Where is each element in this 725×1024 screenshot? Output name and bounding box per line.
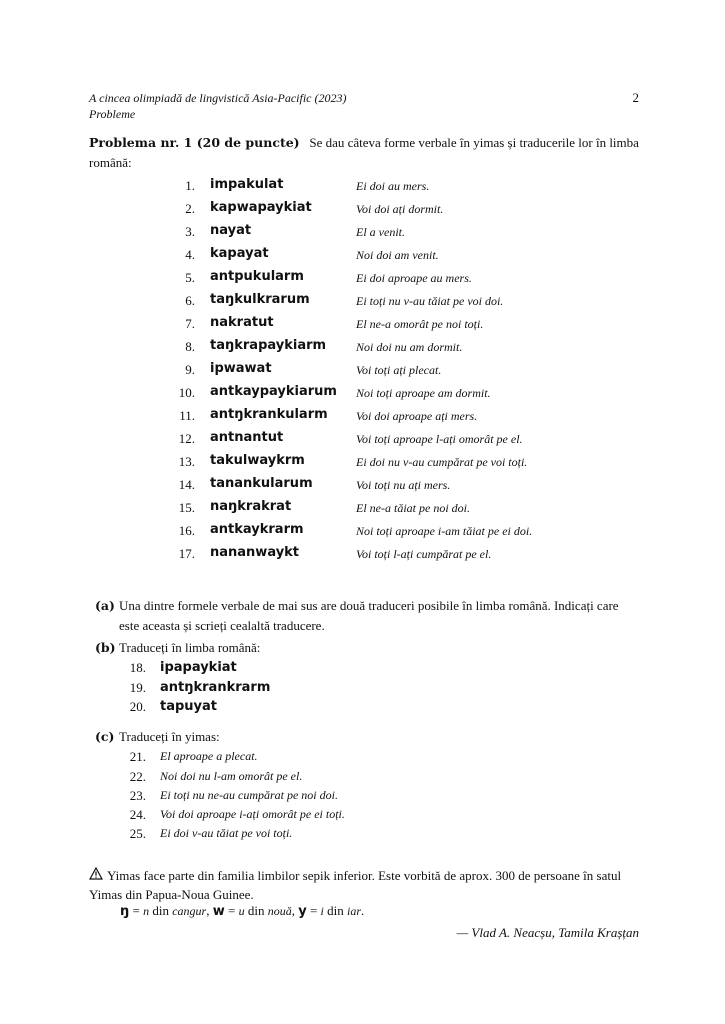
yimas-word: taŋkulkrarum: [210, 292, 310, 307]
item-number: 10.: [178, 385, 195, 400]
romanian-sentence: Ei doi v-au tăiat pe voi toți.: [160, 826, 293, 840]
romanian-sentence: El aproape a plecat.: [160, 749, 258, 763]
running-header: [89, 90, 347, 122]
question-b: [95, 638, 640, 658]
item-number: 21.: [129, 749, 146, 764]
romanian-translation: El ne-a tăiat pe noi doi.: [356, 501, 470, 515]
note-text: Yimas face parte din familia limbilor sepik inferior. Este vorbită de aprox. 300 de persoane în satul Yimas din Papua-Noua Guinee.: [89, 868, 622, 902]
list-item: [120, 699, 520, 719]
list-item: [120, 788, 520, 808]
table-row: [0, 474, 725, 497]
yimas-word: naŋkrakrat: [210, 499, 292, 514]
table-row: [0, 543, 725, 566]
romanian-translation: Ei doi aproape au mers.: [356, 271, 472, 285]
list-item: [120, 769, 520, 789]
romanian-translation: Noi toți aproape am dormit.: [356, 386, 491, 400]
table-row: [0, 497, 725, 520]
glyph-w: w: [212, 904, 225, 919]
din-label: din: [323, 903, 348, 918]
table-row: [0, 198, 725, 221]
yimas-word: antŋkrankrarm: [160, 680, 271, 695]
table-row: [0, 267, 725, 290]
list-item: [120, 749, 520, 769]
romanian-translation: El ne-a omorât pe noi toți.: [356, 317, 484, 331]
list-item: [120, 826, 520, 846]
yimas-word: nananwaykt: [210, 545, 300, 560]
yimas-word: antkaypaykiarum: [210, 384, 337, 399]
item-number: 11.: [179, 408, 195, 423]
item-number: 25.: [129, 826, 146, 841]
table-row: [0, 336, 725, 359]
list-item: [120, 680, 520, 700]
item-number: 1.: [185, 178, 195, 193]
table-row: [0, 290, 725, 313]
romanian-translation: Ei doi nu v-au cumpărat pe voi toți.: [356, 455, 528, 469]
problem-statement: Se dau câteva forme verbale în yimas și traducerile lor în limba română:: [89, 135, 639, 170]
item-number: 18.: [129, 660, 146, 675]
item-number: 17.: [178, 546, 195, 561]
header-subtitle: Probleme: [89, 107, 136, 121]
item-number: 24.: [129, 807, 146, 822]
yimas-word: ipapaykiat: [160, 660, 237, 675]
item-number: 22.: [129, 769, 146, 784]
question-c: [95, 727, 640, 747]
romanian-translation: El a venit.: [356, 225, 405, 239]
item-number: 16.: [178, 523, 195, 538]
yimas-word: antpukularm: [210, 269, 304, 284]
item-number: 20.: [129, 699, 146, 714]
yimas-word: antnantut: [210, 430, 284, 445]
problem-intro: [89, 133, 639, 173]
yimas-word: taŋkrapaykiarm: [210, 338, 327, 353]
table-row: [0, 428, 725, 451]
yimas-word: kapwapaykiat: [210, 200, 312, 215]
authors: — Vlad A. Neacșu, Tamila Krașțan: [456, 925, 639, 940]
yimas-word: kapayat: [210, 246, 269, 261]
question-a: [95, 596, 640, 636]
table-row: [0, 382, 725, 405]
sound-u: u: [238, 904, 245, 918]
romanian-translation: Voi toți nu ați mers.: [356, 478, 451, 492]
list-item: [120, 660, 520, 680]
yimas-word: ipwawat: [210, 361, 272, 376]
header-title: A cincea olimpiadă de lingvistică Asia-Pacific (2023): [89, 91, 347, 105]
list-item: [120, 807, 520, 827]
item-number: 23.: [129, 788, 146, 803]
romanian-sentence: Voi doi aproape i-ați omorât pe ei toți.: [160, 807, 345, 821]
item-number: 15.: [178, 500, 195, 515]
page-number: 2: [632, 90, 639, 105]
sound-n: n: [143, 904, 150, 918]
romanian-translation: Voi toți ați plecat.: [356, 363, 442, 377]
yimas-word: tanankularum: [210, 476, 313, 491]
equals: =: [129, 903, 144, 918]
yimas-word: tapuyat: [160, 699, 218, 714]
table-row: [0, 359, 725, 382]
romanian-translation: Noi doi nu am dormit.: [356, 340, 463, 354]
item-number: 4.: [185, 247, 195, 262]
warning-icon: [89, 866, 107, 885]
info-note: [89, 866, 639, 904]
romanian-translation: Voi doi aproape ați mers.: [356, 409, 478, 423]
table-row: [0, 221, 725, 244]
item-number: 8.: [185, 339, 195, 354]
romanian-translation: Voi toți l-ați cumpărat pe el.: [356, 547, 492, 561]
romanian-translation: Voi doi ați dormit.: [356, 202, 444, 216]
romanian-translation: Noi doi am venit.: [356, 248, 439, 262]
question-a-label: (a): [95, 598, 115, 613]
table-row: [0, 520, 725, 543]
example-noua: nouă: [267, 904, 292, 918]
table-row: [0, 313, 725, 336]
din-label: din: [244, 903, 268, 918]
yimas-word: impakulat: [210, 177, 284, 192]
problem-title: Problema nr. 1 (20 de puncte): [89, 135, 300, 150]
romanian-translation: Ei doi au mers.: [356, 179, 430, 193]
question-b-label: (b): [95, 640, 116, 655]
item-number: 12.: [178, 431, 195, 446]
item-number: 9.: [185, 362, 195, 377]
question-c-text: Traduceți în yimas:: [119, 729, 220, 744]
glyph-eng: ŋ: [120, 904, 130, 919]
table-row: [0, 451, 725, 474]
yimas-word: antkaykrarm: [210, 522, 304, 537]
question-b-text: Traduceți în limba română:: [119, 640, 261, 655]
item-number: 2.: [185, 201, 195, 216]
example-cangur: cangur: [172, 904, 207, 918]
item-number: 3.: [185, 224, 195, 239]
table-row: [0, 175, 725, 198]
item-number: 13.: [178, 454, 195, 469]
romanian-translation: Ei toți nu v-au tăiat pe voi doi.: [356, 294, 504, 308]
romanian-translation: Voi toți aproape l-ați omorât pe el.: [356, 432, 523, 446]
example-iar: iar: [347, 904, 362, 918]
item-number: 7.: [185, 316, 195, 331]
romanian-translation: Noi toți aproape i-am tăiat pe ei doi.: [356, 524, 533, 538]
yimas-word: nakratut: [210, 315, 274, 330]
sound-i: i: [320, 904, 324, 918]
question-a-text: Una dintre formele verbale de mai sus are două traduceri posibile în limba română. Indicați care este aceasta și scrieți cealaltă traducere.: [119, 598, 619, 633]
din-label: din: [149, 903, 173, 918]
glyph-y: y: [298, 904, 307, 919]
item-number: 14.: [178, 477, 195, 492]
romanian-sentence: Noi doi nu l-am omorât pe el.: [160, 769, 303, 783]
table-row: [0, 405, 725, 428]
item-number: 19.: [129, 680, 146, 695]
table-row: [0, 244, 725, 267]
item-number: 6.: [185, 293, 195, 308]
romanian-sentence: Ei toți nu ne-au cumpărat pe noi doi.: [160, 788, 338, 802]
question-c-label: (c): [95, 729, 115, 744]
equals: =: [224, 903, 239, 918]
orthography-note: ŋ = n din cangur, w = u din nouă, y = i din iar.: [120, 903, 365, 919]
item-number: 5.: [185, 270, 195, 285]
equals: =: [306, 903, 321, 918]
yimas-word: takulwaykrm: [210, 453, 305, 468]
yimas-word: antŋkrankularm: [210, 407, 328, 422]
yimas-word: nayat: [210, 223, 252, 238]
